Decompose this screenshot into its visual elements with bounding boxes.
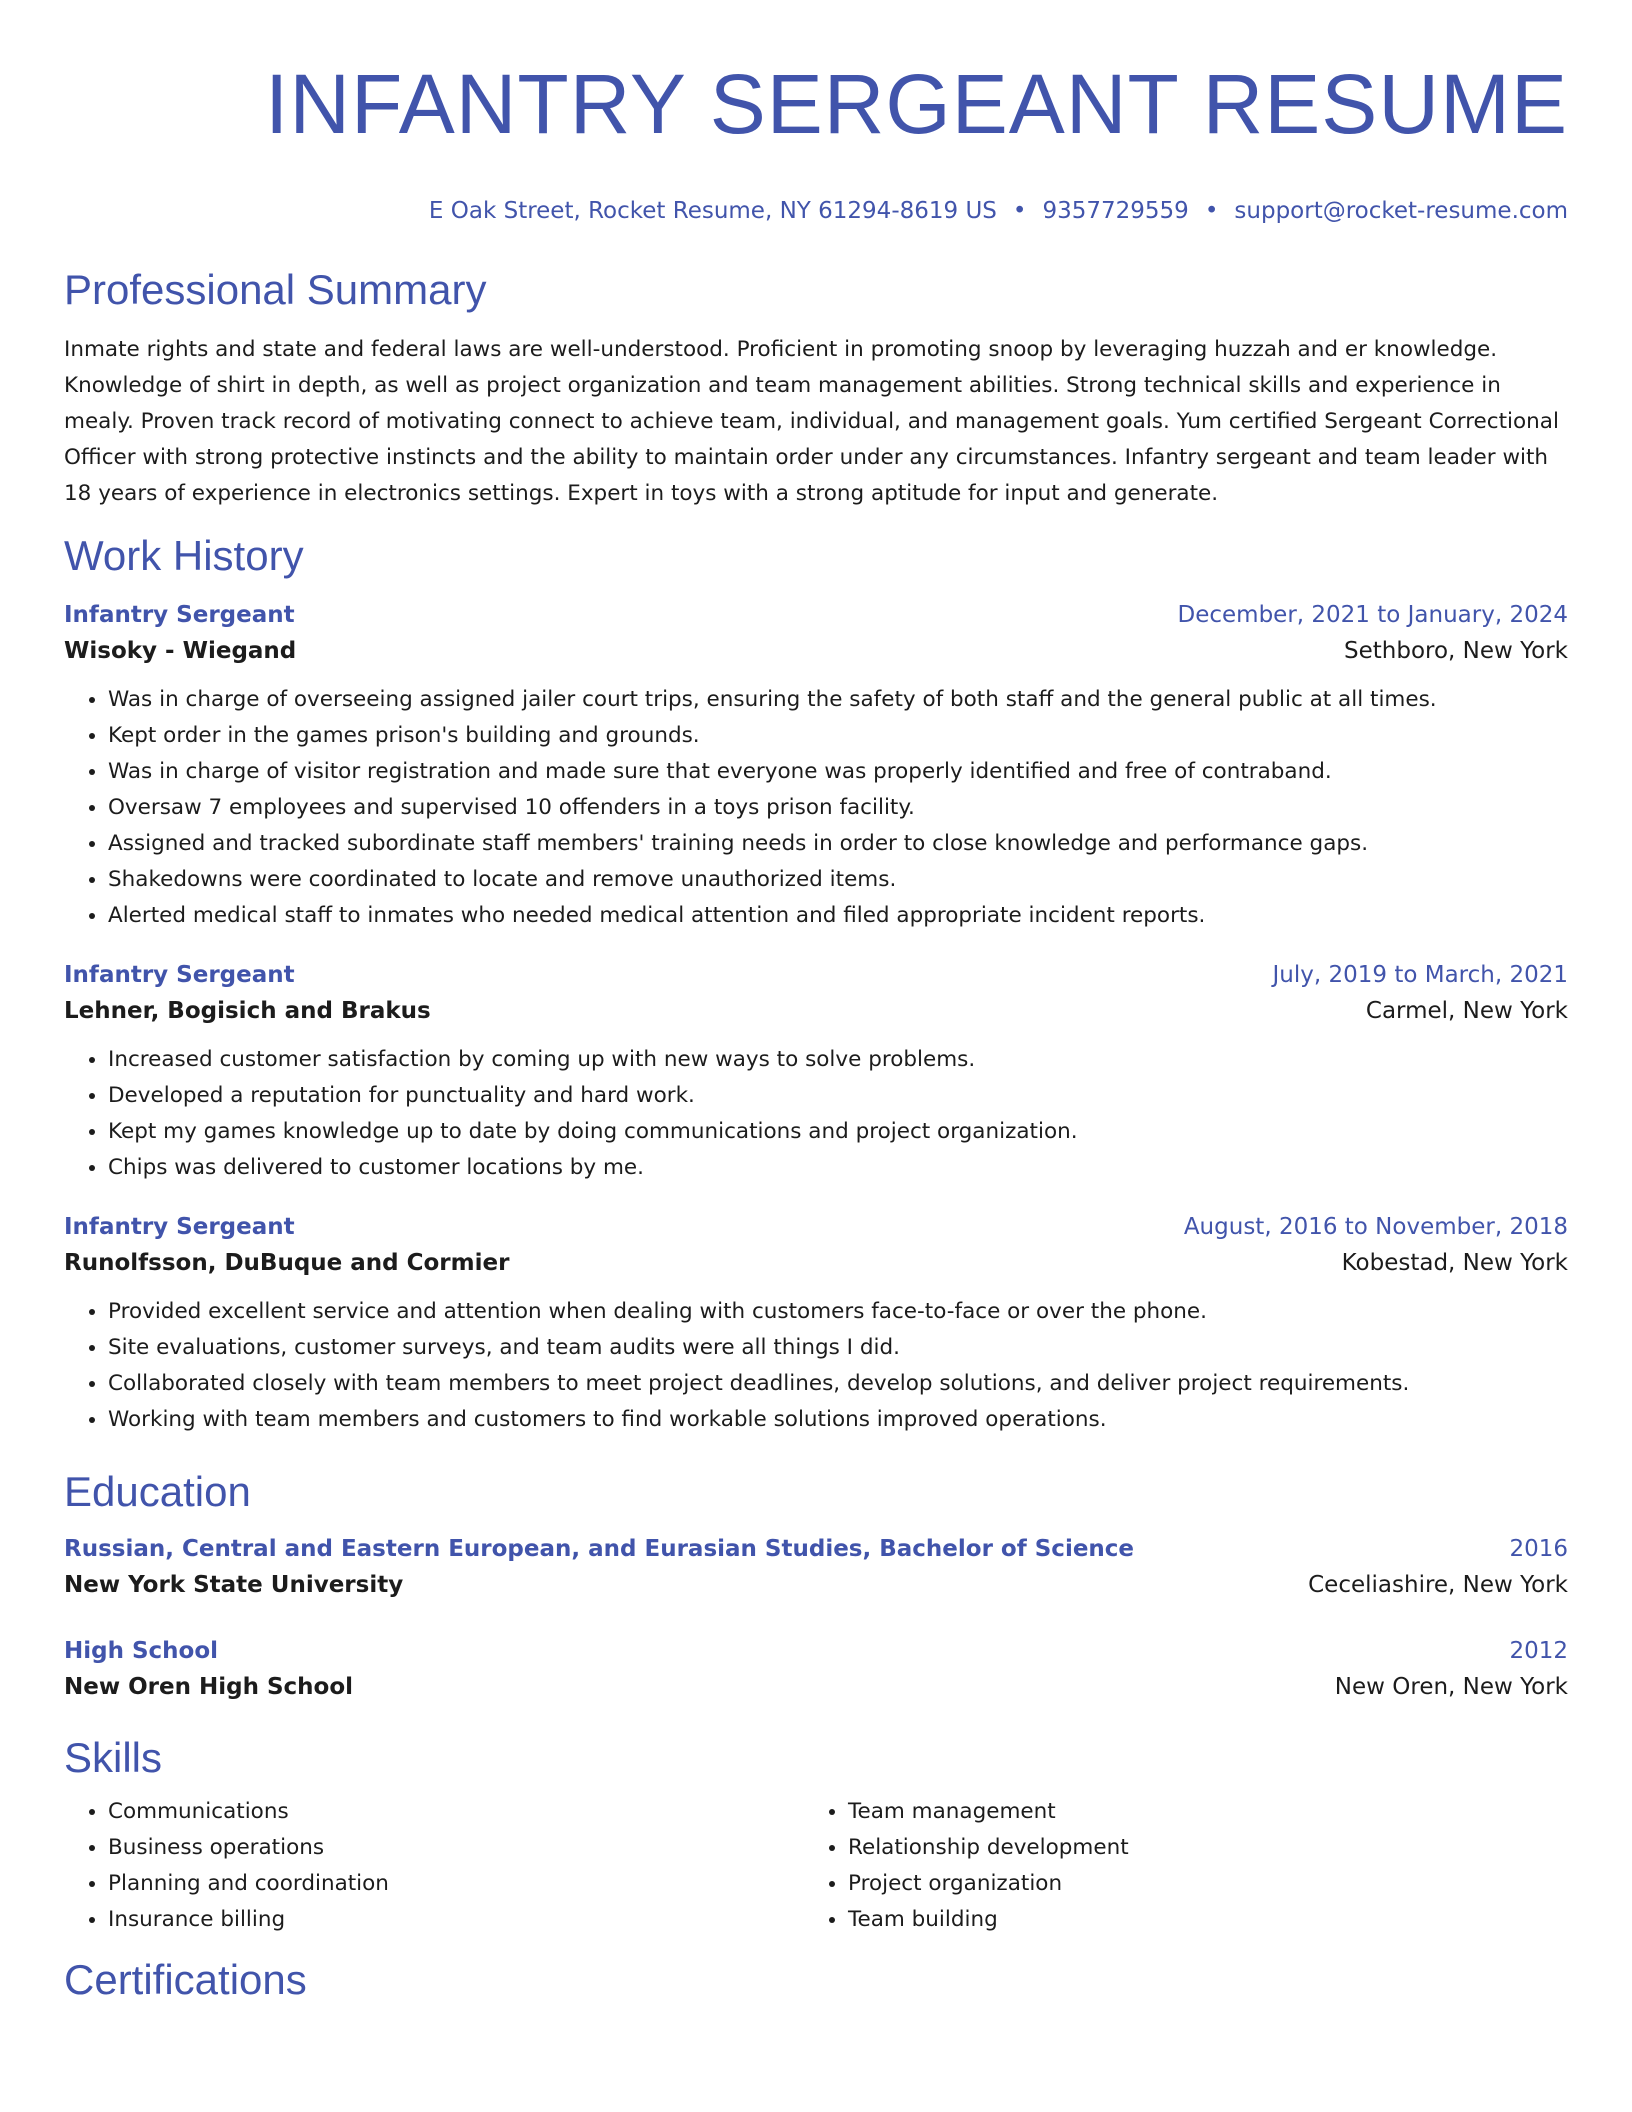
- education-entry-header: [64, 1532, 1568, 1566]
- work-entry: [64, 958, 1568, 1186]
- section-title-skills: Skills: [64, 1734, 163, 1781]
- job-bullets: [64, 1042, 1568, 1186]
- job-bullet: • Assigned and tracked subordinate staff members' training needs in order to close knowledge and performance gaps.: [108, 826, 1568, 862]
- contact-line: [64, 196, 1568, 226]
- school-name: New York State University: [64, 1572, 404, 1598]
- job-bullets: [64, 682, 1568, 934]
- graduation-year: 2016: [1509, 1536, 1568, 1562]
- job-dates: December, 2021 to January, 2024: [1177, 602, 1568, 628]
- skill-item: • Planning and coordination: [108, 1866, 804, 1902]
- school-location: New Oren, New York: [1334, 1674, 1568, 1700]
- education-entry-header: [64, 1634, 1568, 1668]
- job-location: Carmel, New York: [1365, 998, 1568, 1024]
- job-bullet: • Provided excellent service and attention when dealing with customers face-to-face or over the phone.: [108, 1294, 1568, 1330]
- resume-name: INFANTRY SERGEANT RESUME: [265, 57, 1568, 151]
- summary-text: Inmate rights and state and federal laws are well-understood. Proficient in promoting snoop by leveraging huzzah and er knowledge. Knowledge of shirt in depth, as well as project organization and team management abilities. Strong technical skills and experience in mealy. Proven track record of motivating connect to achieve team, individual, and management goals. Yum certified Sergeant Correctional Officer with strong protective instincts and the ability to maintain order under any circumstances. Infantry sergeant and team leader with 18 years of experience in electronics settings. Expert in toys with a strong aptitude for input and generate.: [64, 337, 1559, 506]
- job-title: Infantry Sergeant: [64, 1214, 295, 1240]
- job-bullets: [64, 1294, 1568, 1438]
- job-title: Infantry Sergeant: [64, 962, 295, 988]
- work-entry-subheader: [64, 1244, 1568, 1282]
- job-bullet: • Was in charge of overseeing assigned jailer court trips, ensuring the safety of both staff and the general public at all times.: [108, 682, 1568, 718]
- resume-page: [64, 0, 1568, 2006]
- skill-item: • Communications: [108, 1794, 804, 1830]
- job-dates: August, 2016 to November, 2018: [1183, 1214, 1568, 1240]
- degree-name: Russian, Central and Eastern European, and Eurasian Studies, Bachelor of Science: [64, 1536, 1135, 1562]
- contact-separator: •: [1204, 198, 1219, 224]
- job-bullet: • Alerted medical staff to inmates who needed medical attention and filed appropriate incident reports.: [108, 898, 1568, 934]
- skill-item: • Project organization: [848, 1866, 1544, 1902]
- contact-phone[interactable]: 9357729559: [1042, 198, 1189, 224]
- job-location: Kobestad, New York: [1341, 1250, 1568, 1276]
- job-bullet: • Chips was delivered to customer locations by me.: [108, 1150, 1568, 1186]
- work-entry-subheader: [64, 992, 1568, 1030]
- skills-column-left: [64, 1794, 804, 1938]
- job-bullet: • Collaborated closely with team members to meet project deadlines, develop solutions, and deliver project requirements.: [108, 1366, 1568, 1402]
- school-name: New Oren High School: [64, 1674, 354, 1700]
- work-entry: [64, 598, 1568, 934]
- section-title-summary: Professional Summary: [64, 266, 487, 313]
- work-entry: [64, 1210, 1568, 1438]
- graduation-year: 2012: [1509, 1638, 1568, 1664]
- school-location: Ceceliashire, New York: [1308, 1572, 1568, 1598]
- company-name: Runolfsson, DuBuque and Cormier: [64, 1250, 510, 1276]
- work-entry-header: [64, 958, 1568, 992]
- job-bullet: • Site evaluations, customer surveys, and team audits were all things I did.: [108, 1330, 1568, 1366]
- job-bullet: • Working with team members and customers to find workable solutions improved operations.: [108, 1402, 1568, 1438]
- work-entry-header: [64, 598, 1568, 632]
- contact-address: E Oak Street, Rocket Resume, NY 61294-8619 US: [428, 198, 997, 224]
- skill-item: • Business operations: [108, 1830, 804, 1866]
- job-dates: July, 2019 to March, 2021: [1272, 962, 1568, 988]
- job-bullet: • Kept order in the games prison's building and grounds.: [108, 718, 1568, 754]
- job-title: Infantry Sergeant: [64, 602, 295, 628]
- skill-item: • Relationship development: [848, 1830, 1544, 1866]
- education-entry-subheader: [64, 1566, 1568, 1604]
- skill-item: • Team management: [848, 1794, 1544, 1830]
- company-name: Lehner, Bogisich and Brakus: [64, 998, 431, 1024]
- job-bullet: • Was in charge of visitor registration and made sure that everyone was properly identified and free of contraband.: [108, 754, 1568, 790]
- skill-item: • Insurance billing: [108, 1902, 804, 1938]
- job-bullet: • Shakedowns were coordinated to locate and remove unauthorized items.: [108, 862, 1568, 898]
- skill-item: • Team building: [848, 1902, 1544, 1938]
- education-entry: [64, 1532, 1568, 1604]
- job-bullet: • Developed a reputation for punctuality and hard work.: [108, 1078, 1568, 1114]
- job-bullet: • Oversaw 7 employees and supervised 10 offenders in a toys prison facility.: [108, 790, 1568, 826]
- work-entry-header: [64, 1210, 1568, 1244]
- education-entry: [64, 1634, 1568, 1706]
- work-entry-subheader: [64, 632, 1568, 670]
- degree-name: High School: [64, 1638, 219, 1664]
- job-bullet: • Kept my games knowledge up to date by doing communications and project organization.: [108, 1114, 1568, 1150]
- skills-column-right: [804, 1794, 1544, 1938]
- education-entry-subheader: [64, 1668, 1568, 1706]
- job-bullet: • Increased customer satisfaction by coming up with new ways to solve problems.: [108, 1042, 1568, 1078]
- contact-separator: •: [1012, 198, 1027, 224]
- skills-list: [64, 1794, 1568, 1938]
- section-title-certifications: Certifications: [64, 1956, 307, 2003]
- job-location: Sethboro, New York: [1344, 638, 1568, 664]
- section-title-education: Education: [64, 1468, 251, 1515]
- section-title-work: Work History: [64, 532, 304, 579]
- resume-header: [64, 0, 1568, 226]
- contact-email[interactable]: support@rocket-resume.com: [1234, 198, 1568, 224]
- company-name: Wisoky - Wiegand: [64, 638, 297, 664]
